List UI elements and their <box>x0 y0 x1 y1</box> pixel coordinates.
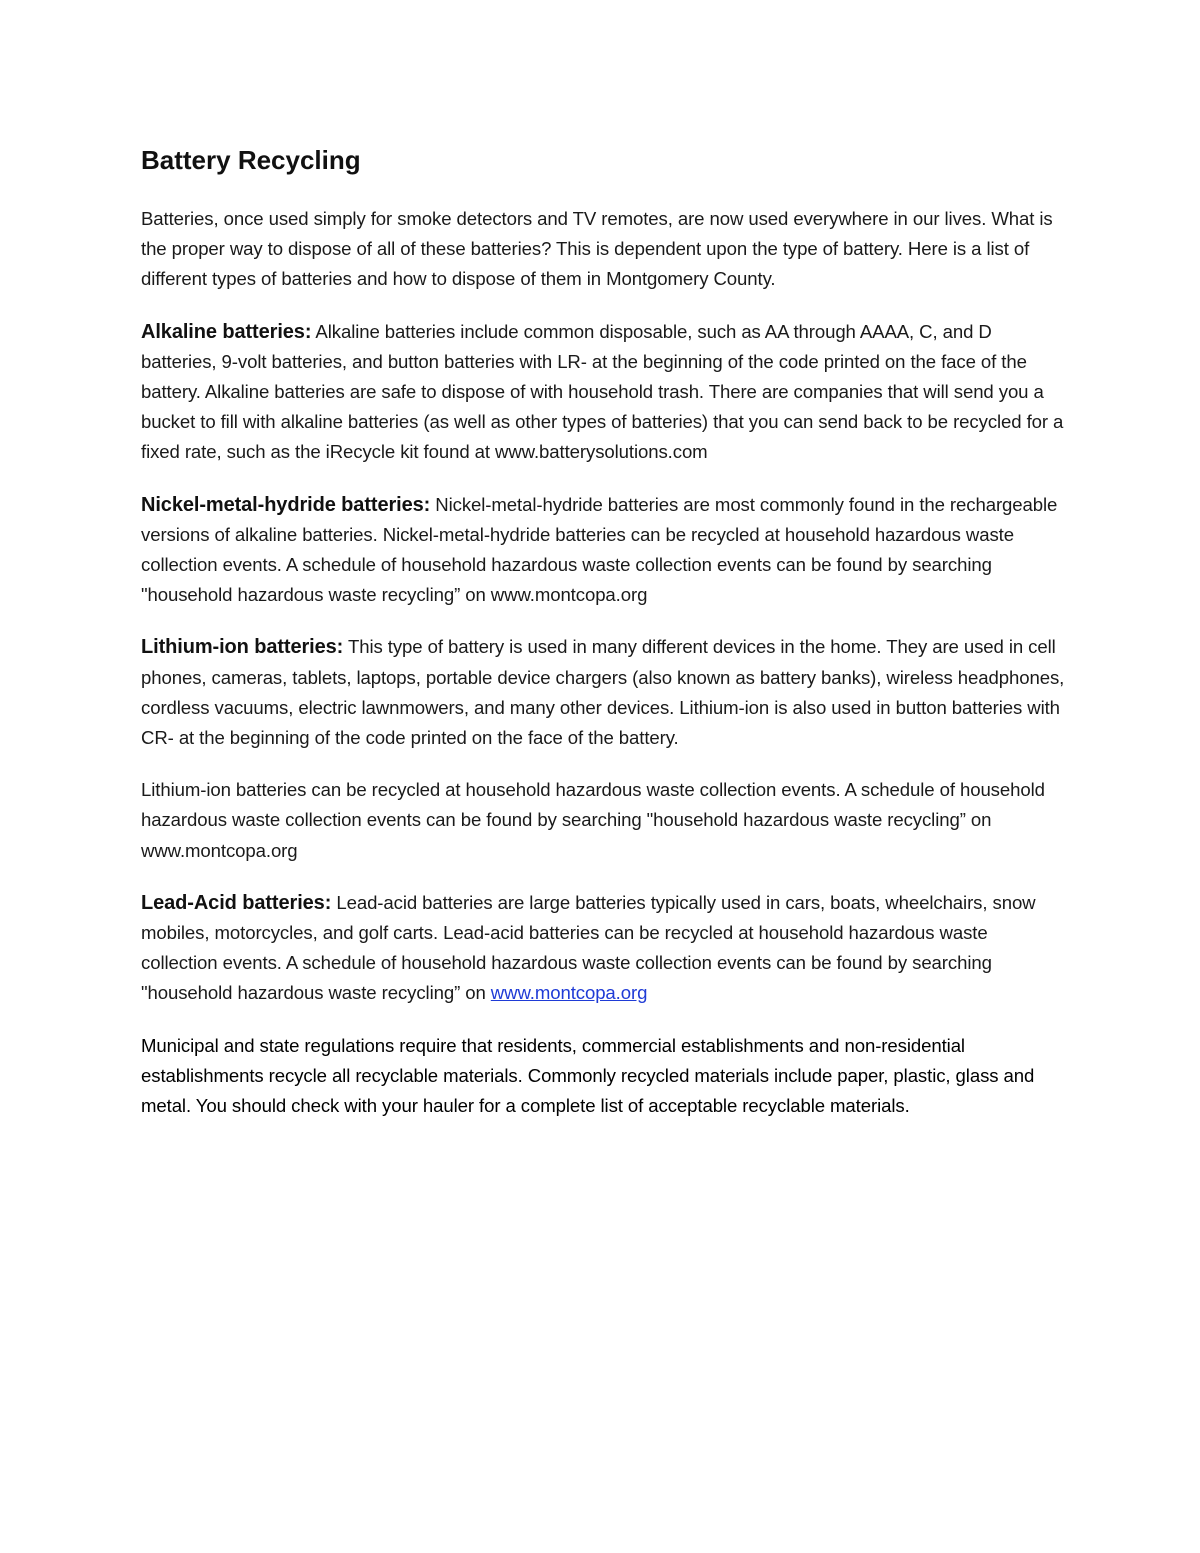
nimh-body: Nickel-metal-hydride batteries are most commonly found in the rechargeable versions of alkaline batteries. Nickel-metal-hydride batteries can be recycled at household hazardous waste collection events. A schedule of household hazardous waste collection events can be found by searching "household hazardous waste recycling” on www.montcopa.org <box>141 493 1058 606</box>
lead-acid-heading: Lead-Acid batteries: <box>141 891 332 914</box>
page-title: Battery Recycling <box>141 145 361 175</box>
lead-acid-body: Lead-acid batteries are large batteries typically used in cars, boats, wheelchairs, snow mobiles, motorcycles, and golf carts. Lead-acid batteries can be recycled at household hazardous waste collection events. A schedule of household hazardous waste collection events can be found by searching "household hazardous waste recycling” on <box>141 891 1036 1004</box>
lithium-heading: Lithium-ion batteries: <box>141 636 344 659</box>
nimh-heading: Nickel-metal-hydride batteries: <box>141 493 431 516</box>
lead-acid-section <box>141 888 1066 1009</box>
montcopa-link[interactable]: www.montcopa.org <box>490 982 648 1004</box>
intro-paragraph: Batteries, once used simply for smoke detectors and TV remotes, are now used everywhere in our lives. What is the proper way to dispose of all of these batteries? This is dependent upon the type of battery. Here is a list of different types of batteries and how to dispose of them in Montgomery County. <box>141 208 1053 290</box>
lithium-body: This type of battery is used in many different devices in the home. They are used in cell phones, cameras, tablets, laptops, portable device chargers (also known as battery banks), wireless headphones, cordless vacuums, electric lawnmowers, and many other devices. Lithium-ion is also used in button batteries with CR- at the beginning of the code printed on the face of the battery. <box>141 636 1065 749</box>
alkaline-heading: Alkaline batteries: <box>141 320 312 343</box>
alkaline-section <box>141 317 1066 468</box>
closing-paragraph: Municipal and state regulations require that residents, commercial establishments and non-residential establishments recycle all recyclable materials. Commonly recycled materials include paper, plastic, glass and metal. You should check with your hauler for a complete list of acceptable recyclable materials. <box>141 1034 1035 1117</box>
nimh-section <box>141 490 1066 611</box>
document-page <box>141 140 1066 1143</box>
alkaline-body: Alkaline batteries include common disposable, such as AA through AAAA, C, and D batteries, 9-volt batteries, and button batteries with LR- at the beginning of the code printed on the face of the battery. Alkaline batteries are safe to dispose of with household trash. There are companies that will send you a bucket to fill with alkaline batteries (as well as other types of batteries) that you can send back to be recycled for a fixed rate, such as the iRecycle kit found at www.batterysolutions.com <box>141 320 1064 463</box>
lithium-recycling-paragraph: Lithium-ion batteries can be recycled at household hazardous waste collection events. A schedule of household hazardous waste collection events can be found by searching "household hazardous waste recycling” on www.montcopa.org <box>141 779 1045 861</box>
lithium-section <box>141 632 1066 753</box>
